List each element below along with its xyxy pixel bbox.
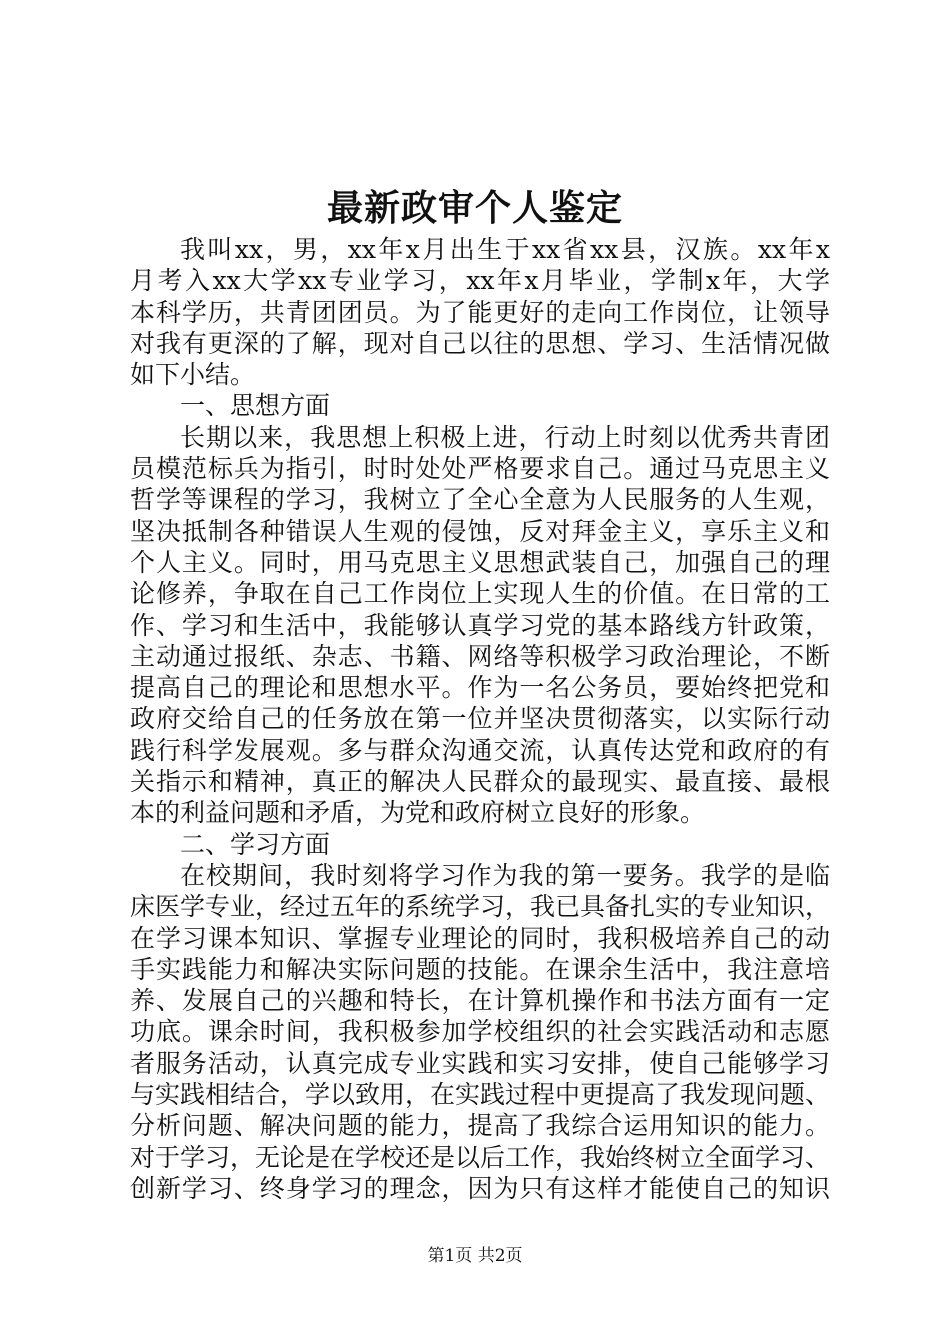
body-line: 哲学等课程的学习，我树立了全心全意为人民服务的人生观， <box>130 485 830 515</box>
body-line: 在学习课本知识、掌握专业理论的同时，我积极培养自己的动 <box>130 923 830 953</box>
body-line: 主动通过报纸、杂志、书籍、网络等积极学习政治理论，不断 <box>130 641 830 671</box>
body-line: 对我有更深的了解，现对自己以往的思想、学习、生活情况做 <box>130 328 830 358</box>
page-footer: 第1页 共2页 <box>427 1246 523 1266</box>
body-line: 功底。课余时间，我积极参加学校组织的社会实践活动和志愿 <box>130 1017 830 1047</box>
body-line: 创新学习、终身学习的理念，因为只有这样才能使自己的知识 <box>130 1173 830 1203</box>
body-line: 二、学习方面 <box>180 829 331 859</box>
document-body <box>130 234 830 1204</box>
body-line: 与实践相结合，学以致用，在实践过程中更提高了我发现问题、 <box>130 1080 831 1110</box>
body-line: 月考入xx大学xx专业学习，xx年x月毕业，学制x年，大学 <box>130 266 830 296</box>
body-line: 提高自己的理论和思想水平。作为一名公务员，要始终把党和 <box>130 673 830 703</box>
body-line: 一、思想方面 <box>180 391 331 421</box>
body-line: 论修养，争取在自己工作岗位上实现人生的价值。在日常的工 <box>130 579 830 609</box>
body-line: 手实践能力和解决实际问题的技能。在课余生活中，我注意培 <box>130 954 830 984</box>
body-line: 个人主义。同时，用马克思主义思想武装自己，加强自己的理 <box>130 547 830 577</box>
body-line: 政府交给自己的任务放在第一位并坚决贯彻落实，以实际行动 <box>130 704 830 734</box>
body-line: 员模范标兵为指引，时时处处严格要求自己。通过马克思主义 <box>130 454 830 484</box>
body-line: 在校期间，我时刻将学习作为我的第一要务。我学的是临 <box>180 860 830 890</box>
body-line: 我叫xx，男，xx年x月出生于xx省xx县，汉族。xx年x <box>180 235 830 264</box>
body-line: 床医学专业，经过五年的系统学习，我已具备扎实的专业知识， <box>130 892 831 922</box>
body-line: 对于学习，无论是在学校还是以后工作，我始终树立全面学习、 <box>130 1142 831 1172</box>
body-line: 养、发展自己的兴趣和特长，在计算机操作和书法方面有一定 <box>130 986 830 1016</box>
body-line: 作、学习和生活中，我能够认真学习党的基本路线方针政策， <box>130 610 830 640</box>
body-line: 长期以来，我思想上积极上进，行动上时刻以优秀共青团 <box>180 422 830 452</box>
body-line: 践行科学发展观。多与群众沟通交流，认真传达党和政府的有 <box>130 735 830 765</box>
body-line: 分析问题、解决问题的能力，提高了我综合运用知识的能力。 <box>130 1111 830 1141</box>
body-line: 本科学历，共青团团员。为了能更好的走向工作岗位，让领导 <box>130 297 830 327</box>
body-line: 如下小结。 <box>130 360 256 390</box>
body-line: 关指示和精神，真正的解决人民群众的最现实、最直接、最根 <box>130 767 830 797</box>
body-line: 坚决抵制各种错误人生观的侵蚀，反对拜金主义，享乐主义和 <box>130 516 830 546</box>
body-line: 者服务活动，认真完成专业实践和实习安排，使自己能够学习 <box>130 1048 830 1078</box>
body-line: 本的利益问题和矛盾，为党和政府树立良好的形象。 <box>130 798 706 828</box>
document-title: 最新政审个人鉴定 <box>326 187 623 229</box>
